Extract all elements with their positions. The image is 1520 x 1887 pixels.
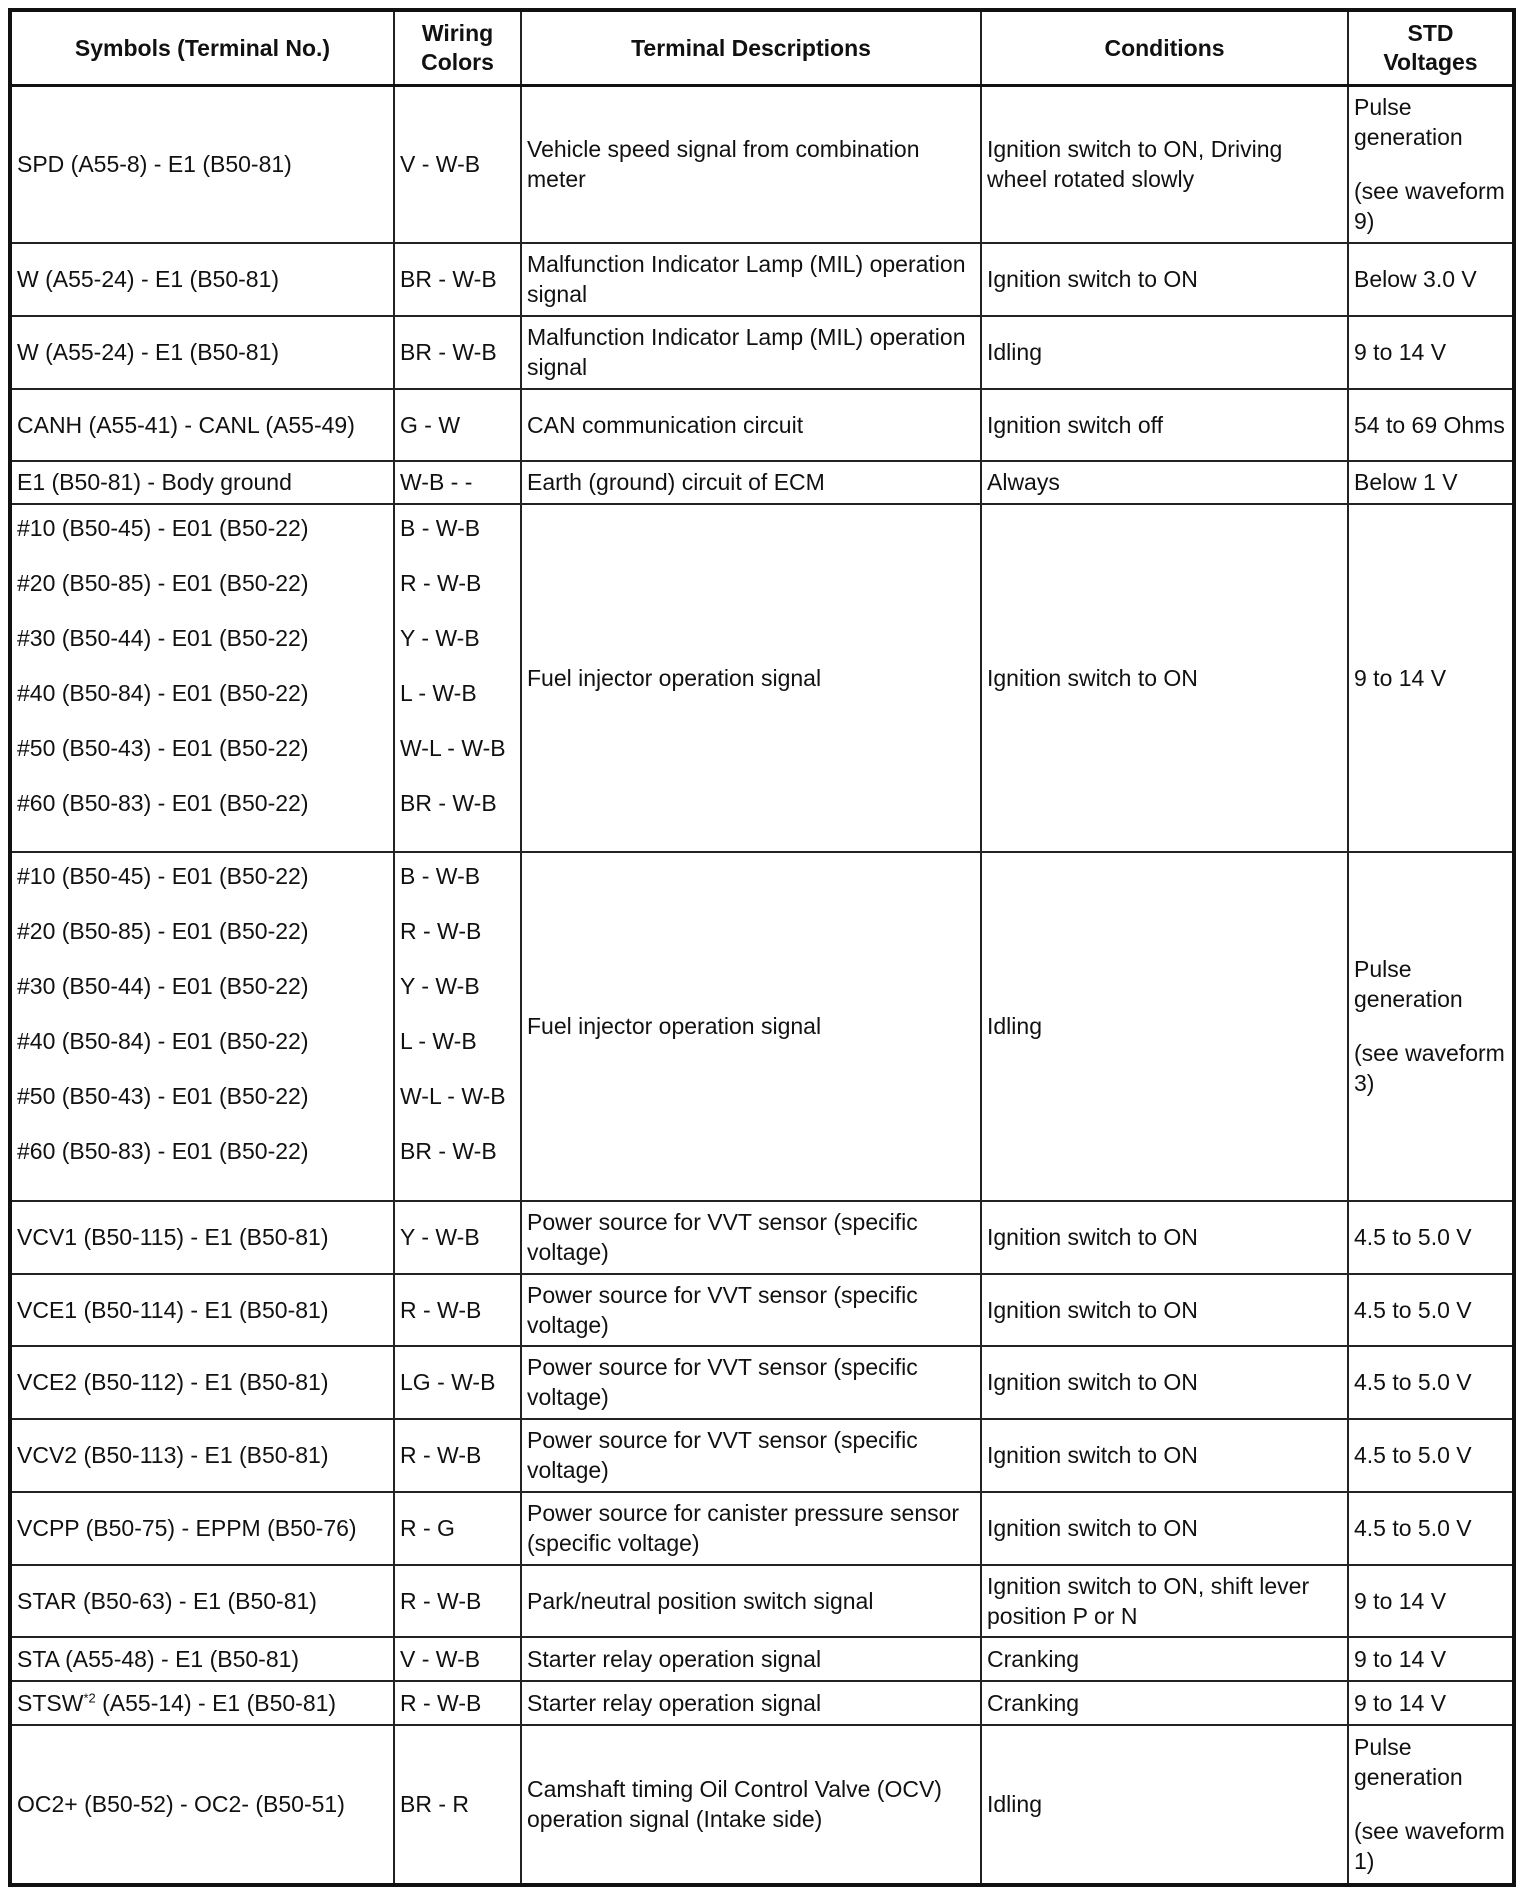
- symbol-line: #60 (B50-83) - E01 (B50-22): [17, 1138, 309, 1164]
- symbol-cell: [10, 504, 394, 852]
- condition-cell: Idling: [981, 1725, 1348, 1885]
- voltage-cell: Below 3.0 V: [1348, 243, 1514, 316]
- header-wiring-line2: Colors: [421, 49, 494, 75]
- symbol-line: #20 (B50-85) - E01 (B50-22): [17, 569, 309, 596]
- wiring-cell: R - G: [394, 1492, 521, 1565]
- symbol-line: #50 (B50-43) - E01 (B50-22): [17, 734, 309, 761]
- voltage-cell: 9 to 14 V: [1348, 1637, 1514, 1681]
- voltage-line: (see waveform 9): [1354, 178, 1505, 235]
- table-row: [10, 1201, 1514, 1274]
- wiring-cell: BR - W-B: [394, 243, 521, 316]
- voltage-cell: [1348, 86, 1514, 243]
- symbol-line: #30 (B50-44) - E01 (B50-22): [17, 973, 309, 999]
- symbol-cell: SPD (A55-8) - E1 (B50-81): [10, 86, 394, 243]
- wiring-cell: [394, 504, 521, 852]
- wiring-line: R - W-B: [400, 918, 482, 944]
- table-row: [10, 1492, 1514, 1565]
- voltage-line: (see waveform 3): [1354, 1040, 1505, 1096]
- symbol-line: #40 (B50-84) - E01 (B50-22): [17, 679, 309, 706]
- voltage-cell: 4.5 to 5.0 V: [1348, 1346, 1514, 1419]
- header-conditions: Conditions: [981, 10, 1348, 86]
- condition-cell: Cranking: [981, 1681, 1348, 1725]
- table-row: [10, 389, 1514, 461]
- symbol-rest: (A55-14) - E1 (B50-81): [95, 1689, 337, 1716]
- table-row: [10, 243, 1514, 316]
- condition-cell: Ignition switch to ON: [981, 1274, 1348, 1346]
- description-cell: Camshaft timing Oil Control Valve (OCV) operation signal (Intake side): [521, 1725, 981, 1885]
- symbol-cell: E1 (B50-81) - Body ground: [10, 461, 394, 504]
- voltage-cell: 4.5 to 5.0 V: [1348, 1419, 1514, 1492]
- voltage-cell: Below 1 V: [1348, 461, 1514, 504]
- table-row: [10, 852, 1514, 1201]
- table-row: [10, 1565, 1514, 1637]
- symbol-line: #10 (B50-45) - E01 (B50-22): [17, 863, 309, 889]
- wiring-cell: LG - W-B: [394, 1346, 521, 1419]
- description-cell: Fuel injector operation signal: [521, 852, 981, 1201]
- table-row: [10, 1725, 1514, 1885]
- symbol-cell: VCV1 (B50-115) - E1 (B50-81): [10, 1201, 394, 1274]
- description-cell: Power source for VVT sensor (specific voltage): [521, 1419, 981, 1492]
- symbol-cell: W (A55-24) - E1 (B50-81): [10, 316, 394, 389]
- wiring-line: W-L - W-B: [400, 1083, 506, 1109]
- condition-cell: Always: [981, 461, 1348, 504]
- wiring-cell: G - W: [394, 389, 521, 461]
- symbol-line: #10 (B50-45) - E01 (B50-22): [17, 514, 309, 541]
- wiring-line: B - W-B: [400, 514, 481, 541]
- voltage-cell: 4.5 to 5.0 V: [1348, 1492, 1514, 1565]
- header-symbols: Symbols (Terminal No.): [10, 10, 394, 86]
- wiring-cell: Y - W-B: [394, 1201, 521, 1274]
- description-cell: Power source for VVT sensor (specific voltage): [521, 1274, 981, 1346]
- wiring-cell: W-B - -: [394, 461, 521, 504]
- description-cell: Starter relay operation signal: [521, 1637, 981, 1681]
- symbol-main: STSW: [17, 1689, 84, 1716]
- condition-cell: Cranking: [981, 1637, 1348, 1681]
- condition-cell: Ignition switch to ON, Driving wheel rotated slowly: [981, 86, 1348, 243]
- table-row: [10, 504, 1514, 852]
- voltage-cell: 54 to 69 Ohms: [1348, 389, 1514, 461]
- voltage-cell: 9 to 14 V: [1348, 1681, 1514, 1725]
- ecm-terminal-table-sheet: [8, 8, 1516, 1887]
- wiring-cell: R - W-B: [394, 1681, 521, 1725]
- wiring-line: L - W-B: [400, 1028, 477, 1054]
- wiring-cell: BR - R: [394, 1725, 521, 1885]
- voltage-cell: 4.5 to 5.0 V: [1348, 1274, 1514, 1346]
- wiring-line: R - W-B: [400, 569, 482, 596]
- wiring-line: L - W-B: [400, 679, 477, 706]
- table-row: [10, 316, 1514, 389]
- description-cell: Malfunction Indicator Lamp (MIL) operation signal: [521, 316, 981, 389]
- voltage-cell: [1348, 852, 1514, 1201]
- voltage-cell: 4.5 to 5.0 V: [1348, 1201, 1514, 1274]
- condition-cell: Ignition switch off: [981, 389, 1348, 461]
- voltage-line: (see waveform 1): [1354, 1818, 1505, 1874]
- wiring-line: BR - W-B: [400, 789, 497, 816]
- voltage-line: Pulse generation: [1354, 94, 1463, 151]
- ecm-terminal-spec-table: [8, 8, 1516, 1887]
- condition-cell: Idling: [981, 852, 1348, 1201]
- table-row: [10, 1681, 1514, 1725]
- voltage-line: Pulse generation: [1354, 1734, 1463, 1790]
- description-cell: Fuel injector operation signal: [521, 504, 981, 852]
- condition-cell: Ignition switch to ON: [981, 1201, 1348, 1274]
- symbol-cell: [10, 1681, 394, 1725]
- wiring-line: W-L - W-B: [400, 734, 506, 761]
- header-std-voltages: [1348, 10, 1514, 86]
- symbol-line: #20 (B50-85) - E01 (B50-22): [17, 918, 309, 944]
- condition-cell: Ignition switch to ON: [981, 1419, 1348, 1492]
- symbol-line: #40 (B50-84) - E01 (B50-22): [17, 1028, 309, 1054]
- header-wiring-line1: Wiring: [421, 20, 494, 46]
- symbol-cell: STAR (B50-63) - E1 (B50-81): [10, 1565, 394, 1637]
- description-cell: Park/neutral position switch signal: [521, 1565, 981, 1637]
- condition-cell: Ignition switch to ON: [981, 504, 1348, 852]
- description-cell: CAN communication circuit: [521, 389, 981, 461]
- table-header-row: [10, 10, 1514, 86]
- wiring-line: B - W-B: [400, 863, 481, 889]
- wiring-cell: [394, 852, 521, 1201]
- table-row: [10, 1419, 1514, 1492]
- header-std-line1: STD: [1407, 20, 1454, 46]
- description-cell: Power source for VVT sensor (specific voltage): [521, 1201, 981, 1274]
- description-cell: Power source for canister pressure sensor (specific voltage): [521, 1492, 981, 1565]
- description-cell: Vehicle speed signal from combination meter: [521, 86, 981, 243]
- symbol-cell: VCV2 (B50-113) - E1 (B50-81): [10, 1419, 394, 1492]
- voltage-line: Pulse generation: [1354, 956, 1463, 1012]
- symbol-cell: VCE1 (B50-114) - E1 (B50-81): [10, 1274, 394, 1346]
- table-row: [10, 1346, 1514, 1419]
- table-row: [10, 86, 1514, 243]
- table-row: [10, 461, 1514, 504]
- condition-cell: Ignition switch to ON: [981, 243, 1348, 316]
- wiring-cell: V - W-B: [394, 1637, 521, 1681]
- wiring-line: Y - W-B: [400, 624, 480, 651]
- footnote-marker: *2: [83, 1689, 96, 1705]
- symbol-line: #60 (B50-83) - E01 (B50-22): [17, 789, 309, 816]
- condition-cell: Ignition switch to ON, shift lever position P or N: [981, 1565, 1348, 1637]
- symbol-cell: CANH (A55-41) - CANL (A55-49): [10, 389, 394, 461]
- table-row: [10, 1637, 1514, 1681]
- table-row: [10, 1274, 1514, 1346]
- condition-cell: Ignition switch to ON: [981, 1346, 1348, 1419]
- symbol-line: #30 (B50-44) - E01 (B50-22): [17, 624, 309, 651]
- symbol-line: #50 (B50-43) - E01 (B50-22): [17, 1083, 309, 1109]
- condition-cell: Ignition switch to ON: [981, 1492, 1348, 1565]
- symbol-cell: OC2+ (B50-52) - OC2- (B50-51): [10, 1725, 394, 1885]
- wiring-cell: V - W-B: [394, 86, 521, 243]
- wiring-cell: R - W-B: [394, 1419, 521, 1492]
- voltage-cell: 9 to 14 V: [1348, 316, 1514, 389]
- symbol-cell: W (A55-24) - E1 (B50-81): [10, 243, 394, 316]
- wiring-cell: R - W-B: [394, 1565, 521, 1637]
- symbol-cell: [10, 852, 394, 1201]
- symbol-cell: STA (A55-48) - E1 (B50-81): [10, 1637, 394, 1681]
- symbol-cell: VCE2 (B50-112) - E1 (B50-81): [10, 1346, 394, 1419]
- header-wiring-colors: [394, 10, 521, 86]
- wiring-line: BR - W-B: [400, 1138, 497, 1164]
- description-cell: Power source for VVT sensor (specific voltage): [521, 1346, 981, 1419]
- wiring-cell: R - W-B: [394, 1274, 521, 1346]
- voltage-cell: 9 to 14 V: [1348, 504, 1514, 852]
- description-cell: Malfunction Indicator Lamp (MIL) operation signal: [521, 243, 981, 316]
- description-cell: Starter relay operation signal: [521, 1681, 981, 1725]
- description-cell: Earth (ground) circuit of ECM: [521, 461, 981, 504]
- wiring-cell: BR - W-B: [394, 316, 521, 389]
- wiring-line: Y - W-B: [400, 973, 480, 999]
- voltage-cell: [1348, 1725, 1514, 1885]
- symbol-cell: VCPP (B50-75) - EPPM (B50-76): [10, 1492, 394, 1565]
- condition-cell: Idling: [981, 316, 1348, 389]
- header-descriptions: Terminal Descriptions: [521, 10, 981, 86]
- header-std-line2: Voltages: [1383, 49, 1478, 75]
- voltage-cell: 9 to 14 V: [1348, 1565, 1514, 1637]
